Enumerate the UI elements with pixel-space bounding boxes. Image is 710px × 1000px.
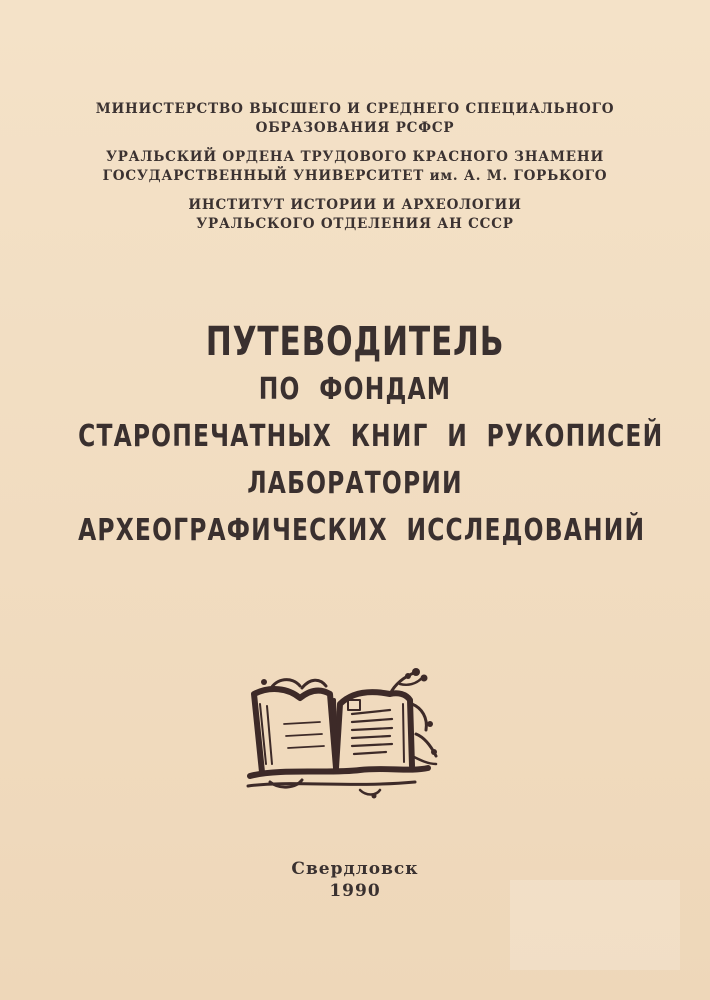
ministry-line-2: ОБРАЗОВАНИЯ РСФСР bbox=[255, 120, 455, 136]
title-line-3: ЛАБОРАТОРИИ bbox=[247, 466, 463, 501]
title-line-2: СТАРОПЕЧАТНЫХ КНИГ И РУКОПИСЕЙ bbox=[78, 419, 664, 454]
institute-line-2: УРАЛЬСКОГО ОТДЕЛЕНИЯ АН СССР bbox=[196, 216, 514, 232]
ministry-block bbox=[0, 100, 710, 138]
paper-light-patch bbox=[510, 880, 680, 970]
university-line-2: ГОСУДАРСТВЕННЫЙ УНИВЕРСИТЕТ им. А. М. ГОРЬКОГО bbox=[102, 168, 608, 184]
title-line-4: АРХЕОГРАФИЧЕСКИХ ИССЛЕДОВАНИЙ bbox=[78, 513, 646, 548]
institute-line-1: ИНСТИТУТ ИСТОРИИ И АРХЕОЛОГИИ bbox=[188, 197, 522, 213]
university-line-1: УРАЛЬСКИЙ ОРДЕНА ТРУДОВОГО КРАСНОГО ЗНАМЕНИ bbox=[105, 149, 605, 165]
ministry-line-1: МИНИСТЕРСТВО ВЫСШЕГО И СРЕДНЕГО СПЕЦИАЛЬНОГО bbox=[95, 101, 615, 117]
open-book-emblem-icon bbox=[240, 664, 440, 804]
publisher-header bbox=[0, 100, 710, 244]
university-block bbox=[0, 148, 710, 186]
title-main: ПУТЕВОДИТЕЛЬ bbox=[205, 319, 505, 365]
imprint-city: Свердловск bbox=[291, 859, 419, 879]
imprint-year: 1990 bbox=[329, 881, 381, 901]
title-line-1: ПО ФОНДАМ bbox=[258, 372, 452, 407]
book-title bbox=[0, 318, 710, 554]
institute-block bbox=[0, 196, 710, 234]
